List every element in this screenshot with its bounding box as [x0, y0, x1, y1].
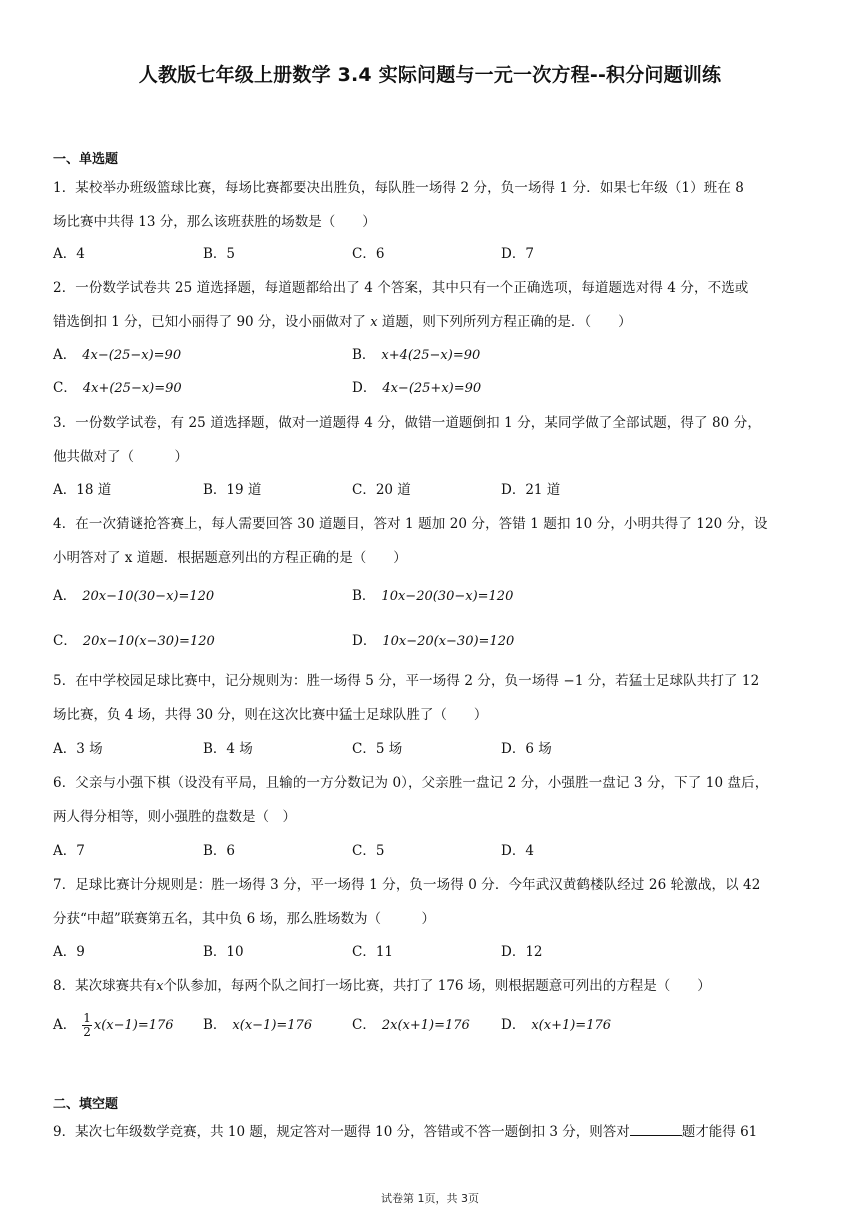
question-9-text-a: 9．某次七年级数学竞赛，共 10 题，规定答对一题得 10 分，答错或不答一题倒扣 3 分，则答对 [53, 1124, 630, 1140]
option-c[interactable] [53, 376, 182, 396]
option-a[interactable]: A．7 [53, 843, 85, 859]
fraction-numerator: 1 [83, 1011, 91, 1025]
option-letter: C． [53, 380, 77, 396]
option-letter: B． [352, 588, 376, 604]
variable-x: x [370, 315, 378, 330]
question-3-line-2: 他共做对了（ ） [53, 449, 188, 465]
option-letter: B． [352, 347, 376, 363]
option-d[interactable] [352, 629, 514, 649]
option-letter: D． [501, 1017, 526, 1033]
option-c[interactable] [53, 629, 215, 649]
option-letter: D． [352, 380, 377, 396]
question-4-line-1: 4．在一次猜谜抢答赛上，每人需要回答 30 道题目，答对 1 题加 20 分，答错 1 题扣 10 分，小明共得了 120 分，设 [53, 516, 768, 532]
equation: x(x+1)=176 [531, 1018, 612, 1033]
section-heading-fill-blank: 二、填空题 [53, 1097, 119, 1112]
section-heading-single-choice: 一、单选题 [53, 152, 119, 167]
option-c[interactable] [352, 1013, 470, 1033]
option-a[interactable] [53, 1012, 174, 1039]
page-title: 人教版七年级上册数学 3.4 实际问题与一元一次方程--积分问题训练 [138, 64, 722, 86]
question-2-text-a: 错选倒扣 1 分，已知小丽得了 90 分，设小丽做对了 [53, 314, 366, 330]
equation: 10x−20(x−30)=120 [382, 634, 515, 649]
option-c[interactable]: C．6 [352, 246, 385, 262]
option-b[interactable]: B．4 场 [203, 741, 253, 757]
answer-blank[interactable] [630, 1123, 682, 1136]
option-letter: D． [352, 633, 377, 649]
question-3-line-1: 3．一份数学试卷，有 25 道选择题，做对一道题得 4 分，做错一道题倒扣 1 分，某同学做了全部试题，得了 80 分， [53, 415, 761, 431]
equation: 4x+(25−x)=90 [82, 381, 182, 396]
question-6-line-1: 6．父亲与小强下棋（设没有平局，且输的一方分数记为 0），父亲胜一盘记 2 分，小强胜一盘记 3 分，下了 10 盘后， [53, 775, 769, 791]
equation: 20x−10(30−x)=120 [82, 589, 215, 604]
option-b[interactable] [203, 1013, 312, 1033]
equation: x(x−1)=176 [232, 1018, 313, 1033]
question-4-line-2: 小明答对了 x 道题．根据题意列出的方程正确的是（ ） [53, 550, 407, 566]
option-letter: B． [203, 1017, 227, 1033]
question-5-line-1: 5．在中学校园足球比赛中，记分规则为：胜一场得 5 分，平一场得 2 分，负一场得 −1 分，若猛士足球队共打了 12 [53, 673, 760, 689]
equation: 2x(x+1)=176 [381, 1018, 470, 1033]
equation: 4x−(25−x)=90 [82, 348, 182, 363]
option-b[interactable]: B．5 [203, 246, 236, 262]
question-9-line-1 [53, 1120, 813, 1140]
option-a[interactable] [53, 343, 181, 363]
equation: 20x−10(x−30)=120 [82, 634, 215, 649]
option-letter: C． [53, 633, 77, 649]
fraction-one-half [82, 1012, 92, 1039]
option-a[interactable]: A．4 [53, 246, 85, 262]
question-9-text-b: 题才能得 61 [681, 1124, 758, 1140]
option-b[interactable]: B．6 [203, 843, 236, 859]
equation: 10x−20(30−x)=120 [381, 589, 514, 604]
equation: 4x−(25+x)=90 [382, 381, 482, 396]
option-d[interactable]: D．4 [501, 843, 534, 859]
option-b[interactable] [352, 343, 480, 363]
option-b[interactable]: B．19 道 [203, 482, 262, 498]
option-letter: A． [53, 347, 77, 363]
question-8-text-b: 个队参加，每两个队之间打一场比赛，共打了 176 场，则根据题意可列出的方程是（ ） [163, 978, 711, 994]
option-b[interactable] [352, 584, 513, 604]
equation: x+4(25−x)=90 [381, 348, 481, 363]
option-a[interactable]: A．18 道 [53, 482, 112, 498]
option-b[interactable]: B．10 [203, 944, 244, 960]
equation: x(x−1)=176 [93, 1018, 174, 1033]
option-c[interactable]: C．20 道 [352, 482, 411, 498]
option-letter: A． [53, 1017, 77, 1033]
question-8-line-1 [53, 974, 813, 994]
page-footer: 试卷第 1页，共 3页 [381, 1192, 479, 1205]
option-c[interactable]: C．5 [352, 843, 385, 859]
question-8-text-a: 8．某次球赛共有 [53, 978, 157, 994]
question-6-line-2: 两人得分相等，则小强胜的盘数是（ ） [53, 809, 296, 825]
variable-x: x [156, 979, 164, 994]
option-letter: A． [53, 588, 77, 604]
question-7-line-2: 分获“中超”联赛第五名，其中负 6 场，那么胜场数为（ ） [53, 911, 435, 927]
fraction-denominator: 2 [83, 1025, 91, 1039]
question-2-text-b: 道题，则下列所列方程正确的是．（ ） [381, 314, 632, 330]
option-d[interactable]: D．6 场 [501, 741, 552, 757]
option-d[interactable]: D．7 [501, 246, 534, 262]
option-a[interactable] [53, 584, 214, 604]
option-c[interactable]: C．11 [352, 944, 394, 960]
question-2-line-1: 2．一份数学试卷共 25 道选择题，每道题都给出了 4 个答案，其中只有一个正确选项，每道题选对得 4 分，不选或 [53, 280, 749, 296]
question-7-line-1: 7．足球比赛计分规则是：胜一场得 3 分，平一场得 1 分，负一场得 0 分．今年武汉黄鹤楼队经过 26 轮激战，以 42 [53, 877, 761, 893]
option-d[interactable] [352, 376, 481, 396]
question-5-line-2: 场比赛，负 4 场，共得 30 分，则在这次比赛中猛士足球队胜了（ ） [53, 707, 488, 723]
option-a[interactable]: A．9 [53, 944, 85, 960]
question-1-line-2: 场比赛中共得 13 分，那么该班获胜的场数是（ ） [53, 214, 376, 230]
option-a[interactable]: A．3 场 [53, 741, 103, 757]
option-letter: C． [352, 1017, 376, 1033]
question-1-line-1: 1．某校举办班级篮球比赛，每场比赛都要决出胜负，每队胜一场得 2 分，负一场得 1 分．如果七年级（1）班在 8 [53, 180, 744, 196]
option-d[interactable]: D．12 [501, 944, 543, 960]
option-c[interactable]: C．5 场 [352, 741, 403, 757]
option-d[interactable] [501, 1013, 611, 1033]
option-d[interactable]: D．21 道 [501, 482, 561, 498]
question-2-line-2 [53, 310, 813, 330]
